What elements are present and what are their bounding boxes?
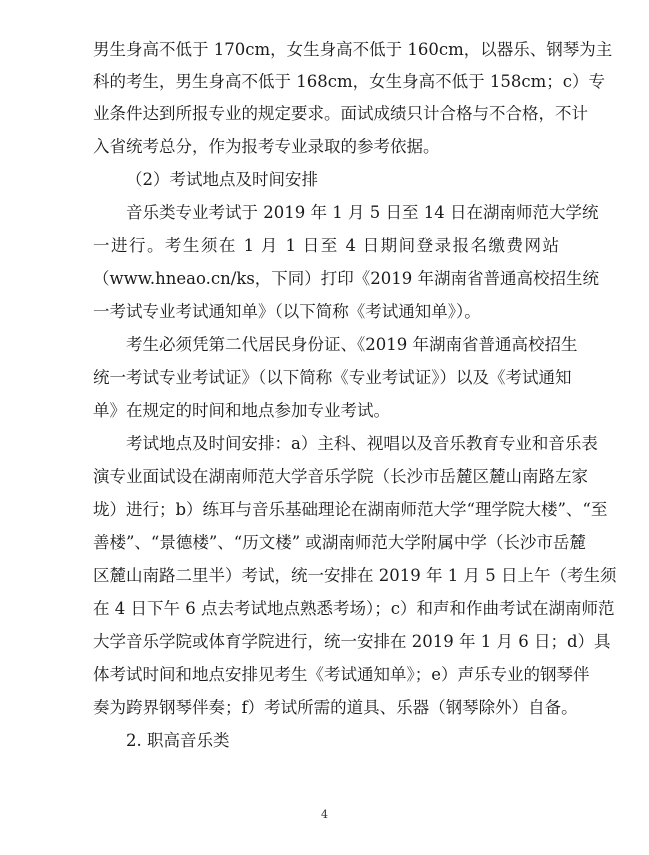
paragraph-line-13: 考试地点及时间安排：a）主科、视唱以及音乐教育专业和音乐表 xyxy=(126,434,598,453)
paragraph-line-11: 统一考试专业考试证》（以下简称《专业考试证》）以及《考试通知 xyxy=(93,368,572,387)
paragraph-line-1: 男生身高不低于 170cm，女生身高不低于 160cm，以器乐、钢琴为主 xyxy=(93,40,613,59)
paragraph-line-4: 入省统考总分，作为报考专业录取的参考依据。 xyxy=(93,137,440,156)
paragraph-line-16: 善楼”、“景德楼”、“历文楼” 或湖南师范大学附属中学（长沙市岳麓 xyxy=(93,533,586,552)
paragraph-line-3: 业条件达到所报专业的规定要求。面试成绩只计合格与不合格，不计 xyxy=(93,104,588,123)
page-number: 4 xyxy=(321,808,328,821)
paragraph-line-10: 考生必须凭第二代居民身份证、《2019 年湖南省普通高校招生 xyxy=(126,335,578,354)
section-heading-exam-location-time: （2）考试地点及时间安排 xyxy=(126,170,318,189)
paragraph-line-17: 区麓山南路二里半）考试，统一安排在 2019 年 1 月 5 日上午（考生须 xyxy=(93,566,617,585)
paragraph-line-21: 奏为跨界钢琴伴奏；f）考试所需的道具、乐器（钢琴除外）自备。 xyxy=(93,698,578,717)
paragraph-line-18: 在 4 日下午 6 点去考试地点熟悉考场）；c）和声和作曲考试在湖南师范 xyxy=(93,599,615,618)
paragraph-line-15: 垅）进行；b）练耳与音乐基础理论在湖南师范大学“理学院大楼”、“至 xyxy=(93,500,608,519)
section-heading-vocational-music: 2. 职高音乐类 xyxy=(126,731,230,750)
paragraph-line-14: 演专业面试设在湖南师范大学音乐学院（长沙市岳麓区麓山南路左家 xyxy=(93,467,588,486)
paragraph-line-12: 单》在规定的时间和地点参加专业考试。 xyxy=(93,401,390,420)
paragraph-line-9: 一考试专业考试通知单》（以下简称《考试通知单》）。 xyxy=(93,302,481,321)
paragraph-line-7: 一进行。考生须在 1 月 1 日至 4 日期间登录报名缴费网站 xyxy=(93,236,559,255)
paragraph-line-20: 体考试时间和地点安排见考生《考试通知单》；e）声乐专业的钢琴伴 xyxy=(93,665,590,684)
paragraph-line-19: 大学音乐学院或体育学院进行，统一安排在 2019 年 1 月 6 日；d）具 xyxy=(93,632,611,651)
paragraph-line-6: 音乐类专业考试于 2019 年 1 月 5 日至 14 日在湖南师范大学统 xyxy=(126,203,599,222)
paragraph-line-8: （www.hneao.cn/ks，下同）打印《2019 年湖南省普通高校招生统 xyxy=(93,269,600,288)
paragraph-line-2: 科的考生，男生身高不低于 168cm，女生身高不低于 158cm；c）专 xyxy=(93,72,605,91)
